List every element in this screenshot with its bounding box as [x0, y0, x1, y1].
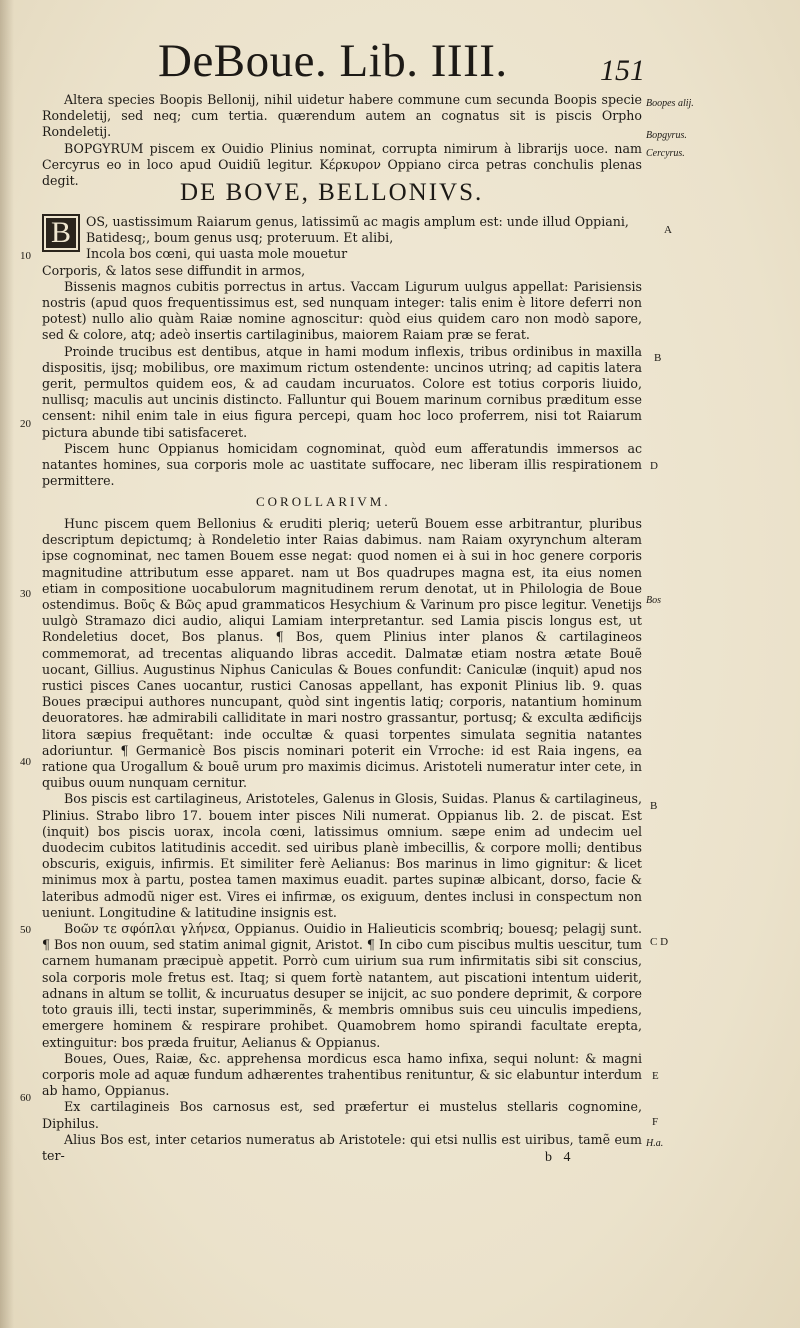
- line-number-10: 10: [20, 250, 31, 262]
- margin-letter-cd: C D: [650, 936, 669, 948]
- side-note-bopgyrus: Bopgyrus.: [646, 130, 687, 141]
- corollarium-paragraph-4: Boues, Oues, Raiæ, &c. apprehensa mordicus esca hamo infixa, sequi nolunt: & magni corporis mole ad aquæ fundum adhærentes trahentibus renituntur, & sic elabuntur interdum ab hamo, Oppianus.: [42, 1050, 642, 1099]
- side-note-cercyrus: Cercyrus.: [646, 148, 685, 159]
- verse-line-2: Incola bos cœni, qui uasta mole mouetur: [86, 246, 348, 262]
- intro-paragraph-1: Altera species Boopis Bellonij, nihil uidetur habere commune cum secunda Boopis specie Rondeletij, sed neq; cum tertia. quærendum autem an cognatus sit is piscis Orpho Rondeletij.: [42, 92, 642, 140]
- margin-letter-f: F: [652, 1116, 659, 1128]
- margin-letter-a: A: [664, 224, 672, 236]
- margin-letter-d: D: [650, 460, 658, 472]
- running-title: DeBoue. Lib. IIII.: [158, 35, 508, 87]
- corollarium-paragraph-1: Hunc piscem quem Bellonius & eruditi pleriq; ueterũ Bouem esse arbitrantur, pluribus descriptum depictumq; à Rondeletio inter Raias dabimus. nam Raiam oxyrynchum alteram ipse cognominat, nec tamen Bouem esse negat: quod nomen ei à sui in hoc genere corporis magnitudine attributum esse apparet. nam ut Bos quadrupes magna est, ita eius nomen etiam in compositione uocabulorum magnitudinem rerum denotat, ut in Philologia de Boue ostendimus. Βοῦς & Βῶς apud grammaticos Hesychium & Varinum pro pisce legitur. Venetijs uulgò Stramazo dici audio, aliqui Lamiam interpretantur. sed Lamia piscis longus est, ut Rondeletius docet, Bos planus. ¶ Bos, quem Plinius inter planos & cartilagineos commemorat, ad trecentas aliquando libras accedit. Dalmatæ etiam nostra ætate Bouẽ uocant, Gillius. Augustinus Niphus Caniculas & Boues confundit: Caniculæ (inquit) apud nos rustici pisces Canes uocantur, rustici Canosas appellant, has exponit Plinius lib. 9. quas Boues præcipui authores nuncupant, quòd sint ingentis latiq; corporis, natantium hominum deuoratores. hæ admirabili calliditate in mari nostro grassantur, portusq; & exculta ædificijs litora sæpius frequẽtant: inde occultæ & quasi torpentes simulata segnitia natantes adoriuntur. ¶ Germanicè Bos piscis nominari poterit ein Vrroche: id est Raia ingens, ea ratione qua Urogallum & bouẽ urum pro maximis dicimus. Aristoteli numeratur inter cete, in quibus ouum nunquam cernitur.: [42, 516, 642, 791]
- corollarium-paragraph-3: Βοῶν τε σφόπλαι γλήνεα, Oppianus. Ouidio in Halieuticis scombriq; bouesq; pelagij sunt. ¶ Bos non ouum, sed statim animal gignit, Aristot. ¶ In cibo cum piscibus multis uescitur, tum carnem humanam præcipuè appetit. Porrò cum uirium sua rum infirmitatis sibi sit conscius, sola corporis mole fretus est. Itaq; si quem fortè natantem, aut piscationi intentum uiderit, adnans in altum se tollit, & incuruatus desuper se inijcit, ac suo pondere deprimit, & corpore toto grauis illi, tecti instar, superimminẽs, & membris omnibus suis ceu uinculis impediens, emergere hominem & respirare prohibet. Quamobrem homo spirandi facultate erepta, extinguitur: bos præda fruitur, Aelianus & Oppianus.: [42, 921, 642, 1050]
- corollarium-paragraph-5: Ex cartilagineis Bos carnosus est, sed præfertur ei mustelus stellaris cognomine, Diphilus.: [42, 1099, 642, 1131]
- corollarium-heading: COROLLARIVM.: [256, 494, 391, 509]
- side-note-bos: Bos: [646, 595, 661, 606]
- corollarium-paragraph-6: Alius Bos est, inter cetarios numeratus ab Aristotele: qui etsi nullis est uiribus, tamẽ eum ter-: [42, 1131, 642, 1163]
- decorated-initial: B: [42, 214, 80, 252]
- margin-letter-b: B: [654, 352, 662, 364]
- intro-paragraph-2: BOPGYRUM piscem ex Ouidio Plinius nominat, corrupta nimirum à librarijs uoce. nam Cercyrus eo in loco apud Ouidiũ legitur. Κέρκυρον Oppiano circa petras conchulis plenas degit.: [42, 140, 642, 189]
- bellonius-paragraph-3: Piscem hunc Oppianus homicidam cognominat, quòd eum afferatundis immersos ac natantes homines, sua corporis mole ac uastitate suffocare, nec liberam illis respirationem permittere.: [42, 440, 642, 489]
- bellonius-block: [42, 214, 642, 489]
- side-note-ha: H.a.: [646, 1138, 664, 1149]
- margin-letter-b2: B: [650, 800, 658, 812]
- verse-line-3: Corporis, & latos sese diffundit in armos,: [42, 262, 306, 278]
- bellonius-paragraph-1: Bissenis magnos cubitis porrectus in artus. Vaccam Ligurum uulgus appellat: Parisiensis nostris (apud quos frequentissimus est, sed nunquam integer: talis enim è litore deferri non potest) nullo alio quàm Raiæ nomine agnoscitur: quòd eius quidem caro non modò sapore, sed & colore, atq; adeò insertis cartilaginibus, maiorem Raiam præ se ferat.: [42, 278, 642, 343]
- bellonius-lead: OS, uastissimum Raiarum genus, latissimũ ac magis amplum est: unde illud Oppiani,: [86, 214, 629, 229]
- line-number-20: 20: [20, 418, 31, 430]
- section-heading: DE BOVE, BELLONIVS.: [180, 179, 484, 206]
- line-number-50: 50: [20, 924, 31, 936]
- line-number-60: 60: [20, 1092, 31, 1104]
- gutter-shadow: [0, 0, 14, 1328]
- intro-block: [42, 92, 642, 189]
- corollarium-block: [42, 516, 642, 1164]
- side-note-boopes: Boopes alij.: [646, 98, 694, 109]
- line-number-30: 30: [20, 588, 31, 600]
- bellonius-paragraph-2: Proinde trucibus est dentibus, atque in hami modum inflexis, tribus ordinibus in maxilla dispositis, ijsq; mobilibus, ore maximum rictum ostendente: uncinos utrinq; ad capitis latera gerit, permultos quidem eos, & ad caudam incuruatos. Colore est totius corporis liuido, nullisq; maculis aut uncinis distincto. Falluntur qui Bouem marinum cornibus præditum esse censent: nihil enim tale in eius figura percepi, quam hoc loco proferrem, nisi tot Raiarum pictura abunde tibi satisfaceret.: [42, 343, 642, 440]
- line-number-40: 40: [20, 756, 31, 768]
- signature-mark: b 4: [545, 1150, 575, 1165]
- verse-line-1: Batidesq;, boum genus usq; proteruum. Et alibi,: [86, 230, 394, 246]
- margin-letter-e: E: [652, 1070, 659, 1082]
- corollarium-paragraph-2: Bos piscis est cartilagineus, Aristoteles, Galenus in Glosis, Suidas. Planus & cartilagineus, Plinius. Strabo libro 17. bouem inter pisces Nili numerat. Oppianus lib. 2. de piscat. Est (inquit) bos piscis uorax, incola cœni, latissimus omnium. sæpe enim ad undecim uel duodecim cubitos latitudinis accedit. sed uiribus planè imbecillis, & corpore molli; dentibus obscuris, exiguis, infirmis. Et similiter ferè Aelianus: Bos marinus in limo gignitur: & licet minimus mox à partu, postea tamen maximus euadit. partes supinæ albicant, dorso, facie & lateribus admodũ niger est. Vires ei infirmæ, os exiguum, dentes inclusi in conspectum non ueniunt. Longitudine & latitudine insignis est.: [42, 791, 642, 920]
- folio-number: 151: [600, 54, 645, 87]
